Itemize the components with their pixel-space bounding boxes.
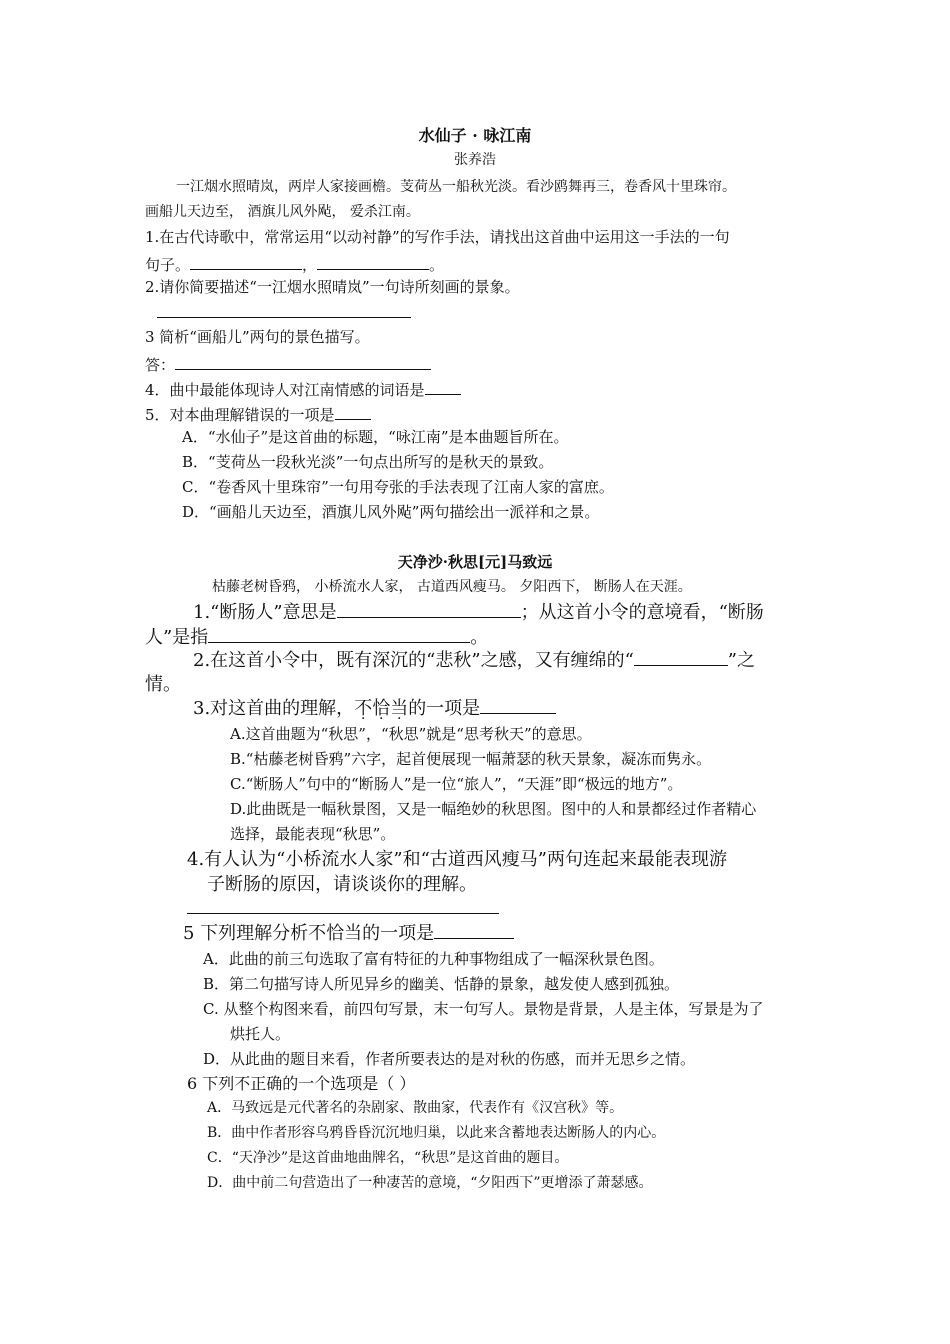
p2-q5-option-d: D．从此曲的题目来看，作者所要表达的是对秋的伤感，而并无思乡之情。: [203, 1050, 696, 1068]
p2-q1-text-a: 1.“断肠人”意思是: [193, 602, 337, 623]
p1-q1-blank-1[interactable]: [190, 255, 302, 270]
p1-question-1-line2: [145, 255, 444, 273]
p2-question-6: 6 下列不正确的一个选项是（ ）: [187, 1074, 416, 1093]
p2-q3-emph-2: 恰: [372, 698, 391, 719]
p2-q2-blank[interactable]: [634, 651, 728, 666]
p2-q3-emph-3: 当: [390, 698, 409, 719]
p2-q6-option-d: D．曲中前二句营造出了一种凄苦的意境，“夕阳西下”更增添了萧瑟感。: [207, 1175, 653, 1191]
p1-question-4: [145, 380, 461, 398]
p1-q5-option-d: D．“画船儿天边至，酒旗儿风外飐”两句描绘出一派祥和之景。: [182, 503, 600, 521]
p1-q1-prefix: 句子。: [145, 256, 191, 274]
p2-question-4-line1: 4.有人认为“小桥流水人家”和“古道西风瘦马”两句连起来最能表现游: [187, 849, 727, 870]
p1-q5-text: 5．对本曲理解错误的一项是: [145, 406, 335, 424]
p1-q5-blank[interactable]: [335, 405, 371, 420]
p2-q5-option-a: A．此曲的前三句选取了富有特征的九种事物组成了一幅深秋景色图。: [203, 950, 664, 968]
p1-q3-answer-label: 答：: [145, 356, 176, 374]
p1-question-2: 2.请你简要描述“一江烟水照晴岚”一句诗所刻画的景象。: [145, 278, 520, 296]
poem1-title: 水仙子 · 咏江南: [418, 126, 532, 145]
p2-q5-option-c-line1: C. 从整个构图来看，前四句写景，末一句写人。景物是背景，人是主体，写景是为了: [203, 1000, 764, 1018]
p1-question-5: [145, 405, 371, 423]
p2-q3-option-a: A.这首曲题为“秋思”，“秋思”就是“思考秋天”的意思。: [230, 725, 592, 743]
p2-q5-option-b: B．第二句描写诗人所见异乡的幽美、恬静的景象，越发使人感到孤独。: [203, 975, 680, 993]
p2-q5-text: 5 下列理解分析不恰当的一项是: [183, 923, 435, 944]
p2-q3-option-c: C.“断肠人”句中的“断肠人”是一位“旅人”，“天涯”即“极远的地方”。: [230, 775, 683, 793]
p2-q3-option-b: B.“枯藤老树昏鸦”六字，起首便展现一幅萧瑟的秋天景象，凝冻而隽永。: [230, 750, 712, 768]
p1-q3-answer: [145, 355, 431, 373]
p2-q6-option-a: A．马致远是元代著名的杂剧家、散曲家，代表作有《汉宫秋》等。: [207, 1100, 624, 1116]
p1-q5-option-b: B．“芰荷丛一段秋光淡”一句点出所写的是秋天的景致。: [182, 453, 554, 471]
p2-q3-text-a: 3.对这首曲的理解，: [193, 698, 355, 719]
p2-question-3: [193, 699, 556, 718]
p2-q1-text-b: ；从这首小令的意境看，“断肠: [520, 602, 764, 623]
p1-q5-option-a: A．“水仙子”是这首曲的标题，“咏江南”是本曲题旨所在。: [182, 428, 569, 446]
p2-question-1-line1: [193, 603, 764, 622]
p2-q3-option-d-line2: 选择，最能表现“秋思”。: [230, 825, 396, 843]
p1-question-1-line1: 1.在古代诗歌中，常常运用“以动衬静”的写作手法，请找出这首曲中运用这一手法的一句: [145, 228, 730, 246]
p2-q6-option-c: C．“天净沙”是这首曲地曲牌名，“秋思”是这首曲的题目。: [207, 1150, 569, 1166]
p2-q3-option-d-line1: D.此曲既是一幅秋景图，又是一幅绝妙的秋思图。图中的人和景都经过作者精心: [230, 800, 757, 818]
poem1-text-line1: 一江烟水照晴岚，两岸人家接画檐。芰荷丛一船秋光淡。看沙鸥舞再三，卷香风十里珠帘。: [176, 179, 736, 195]
p2-q3-emph-1: 不: [354, 698, 373, 719]
p1-q4-blank[interactable]: [425, 380, 461, 395]
poem1-author: 张养浩: [454, 152, 496, 168]
p2-question-4-line2: 子断肠的原因，请谈谈你的理解。: [207, 874, 477, 895]
p2-q1-blank-2[interactable]: [208, 628, 470, 643]
p2-q5-blank[interactable]: [434, 924, 514, 939]
p2-q1-text-c: 人”是指: [145, 627, 209, 648]
p1-q5-option-c: C．“卷香风十里珠帘”一句用夸张的手法表现了江南人家的富庶。: [182, 478, 614, 496]
p2-q1-text-d: 。: [470, 627, 489, 648]
poem2-title: 天净沙·秋思[元]马致远: [397, 553, 553, 571]
p1-q4-text: 4．曲中最能体现诗人对江南情感的词语是: [145, 381, 425, 399]
p2-q2-text-a: 2.在这首小令中，既有深沉的“悲秋”之感，又有缠绵的“: [193, 650, 634, 671]
p2-question-2-line1: [193, 651, 755, 670]
p2-q6-option-b: B．曲中作者形容乌鸦昏昏沉沉地归巢，以此来含蓄地表达断肠人的内心。: [207, 1125, 666, 1141]
poem2-text: 枯藤老树昏鸦， 小桥流水人家， 古道西风瘦马。 夕阳西下， 断肠人在天涯。: [212, 579, 692, 595]
p2-question-1-line2: [145, 628, 488, 647]
p1-q3-answer-blank[interactable]: [175, 355, 431, 370]
p2-q3-text-b: 的一项是: [408, 698, 481, 719]
p1-q1-sep: ，: [302, 256, 318, 274]
poem1-text-line2: 画船儿天边至， 酒旗儿风外飐， 爱杀江南。: [145, 204, 420, 220]
p1-q1-blank-2[interactable]: [317, 255, 429, 270]
p1-q2-answer-line[interactable]: [157, 317, 411, 318]
p2-q2-text-b: ”之: [727, 650, 755, 671]
p2-q3-blank[interactable]: [480, 699, 556, 714]
p1-question-3: 3 简析“画船儿”两句的景色描写。: [145, 328, 370, 346]
p2-q5-option-c-line2: 烘托人。: [230, 1025, 291, 1043]
p2-q1-blank-1[interactable]: [337, 603, 521, 618]
p2-question-2-line2: 情。: [145, 674, 181, 695]
p1-q1-end: 。: [429, 256, 445, 274]
p2-q4-answer-line[interactable]: [187, 913, 499, 914]
p2-question-5: [183, 924, 514, 943]
